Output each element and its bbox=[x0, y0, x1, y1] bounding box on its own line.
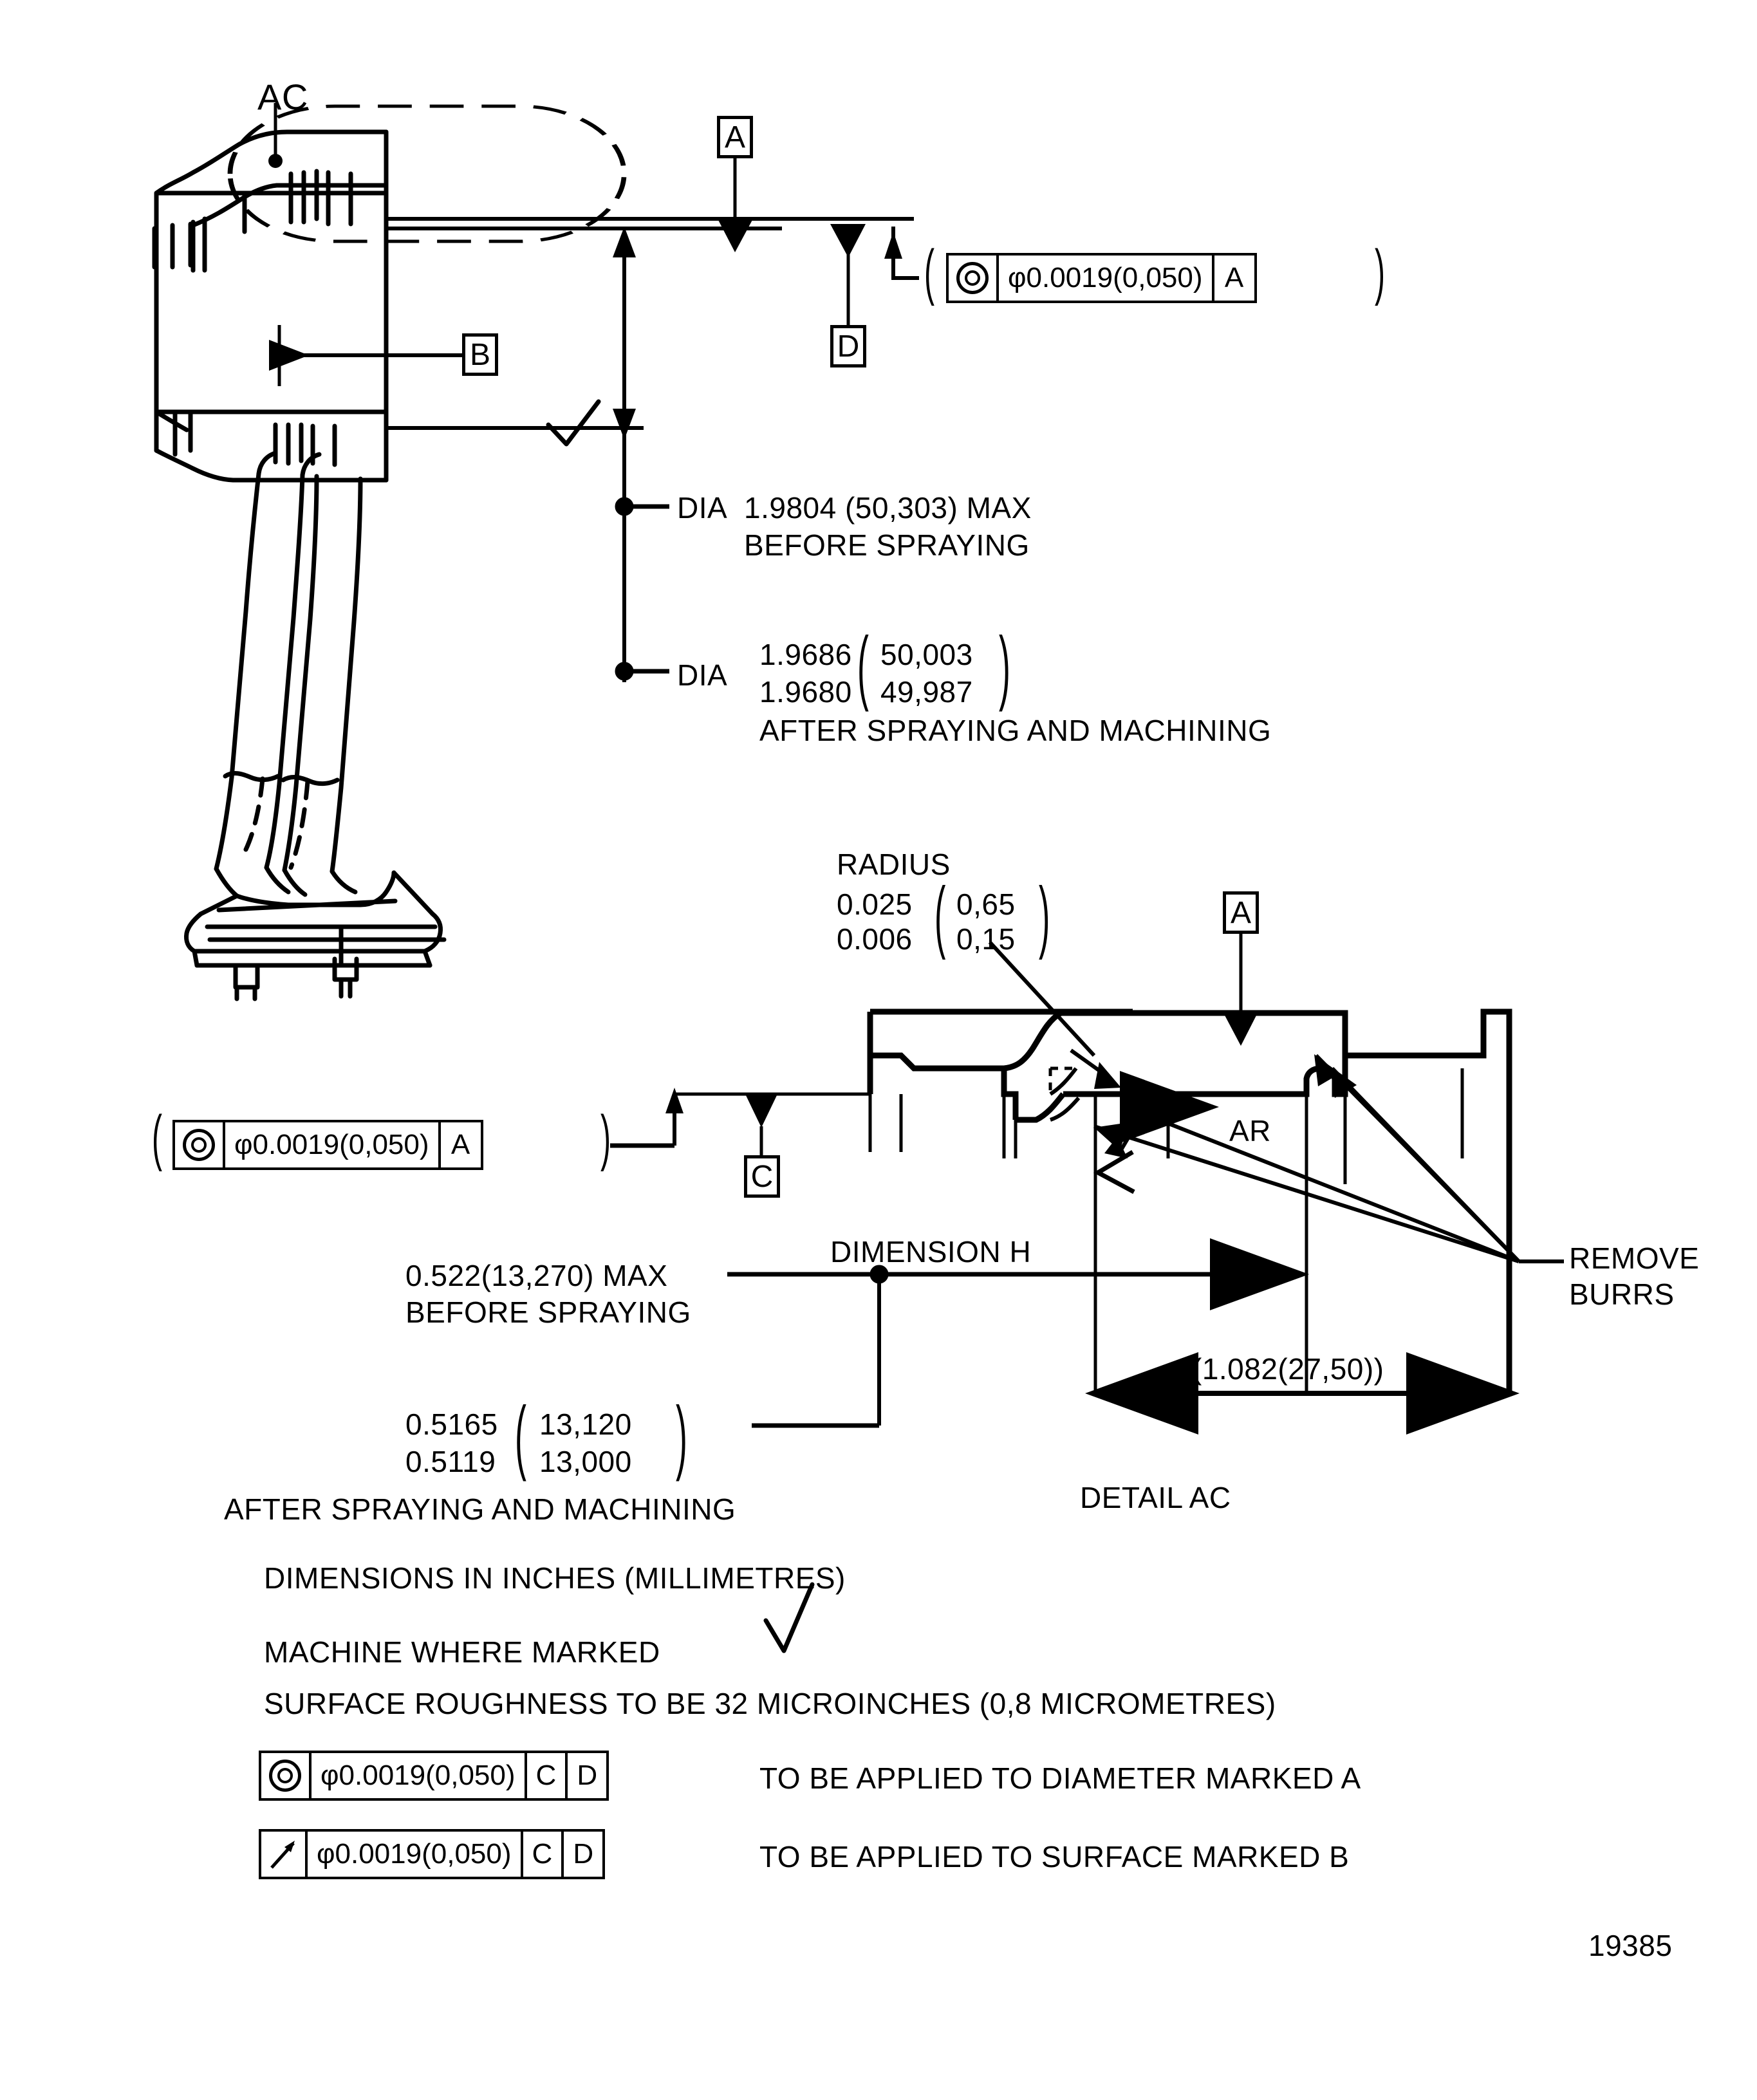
dia-tol-lower-mm: 49,987 bbox=[880, 675, 973, 709]
datum-box-a-top: A bbox=[717, 116, 753, 158]
fcf-left-datum: A bbox=[451, 1129, 470, 1160]
dia-max-prefix: DIA bbox=[677, 491, 728, 525]
fcf-open-paren-top: ( bbox=[924, 237, 934, 306]
fcf-concentricity-left bbox=[172, 1120, 483, 1170]
drawing-number: 19385 bbox=[1588, 1929, 1673, 1962]
h-tol-lower-mm: 13,000 bbox=[539, 1445, 632, 1478]
h-tol-open-paren: ( bbox=[515, 1390, 527, 1482]
dia-tol-lower-inch: 1.9680 bbox=[759, 675, 852, 709]
dia-tol-upper-inch: 1.9686 bbox=[759, 638, 852, 671]
dia-tol-prefix: DIA bbox=[677, 658, 728, 692]
fcf-close-paren-left: ) bbox=[600, 1103, 611, 1172]
radius-label: RADIUS bbox=[837, 848, 951, 881]
fcf-note2-datum-d: D bbox=[573, 1838, 594, 1870]
fcf-note1-datum-c: C bbox=[527, 1753, 568, 1798]
datum-box-d: D bbox=[830, 325, 866, 367]
dia-max-note: BEFORE SPRAYING bbox=[744, 528, 1030, 562]
radius-close-paren: ) bbox=[1039, 871, 1050, 960]
datum-c-leader bbox=[610, 1088, 777, 1158]
detail-ac-section bbox=[870, 1012, 1509, 1393]
h-tol-close-paren: ) bbox=[676, 1390, 688, 1482]
total-runout-glyph bbox=[269, 1838, 297, 1870]
datum-box-c: C bbox=[744, 1155, 780, 1198]
h-max-value: 0.522(13,270) MAX bbox=[405, 1259, 668, 1292]
fcf-note-concentricity bbox=[259, 1751, 609, 1801]
dia-max-value: 1.9804 (50,303) MAX bbox=[744, 491, 1032, 525]
datum-b-pointer bbox=[269, 325, 462, 386]
note-surface-roughness: SURFACE ROUGHNESS TO BE 32 MICROINCHES (0,8 MICROMETRES) bbox=[264, 1687, 1276, 1720]
fcf-close-paren-top: ) bbox=[1374, 237, 1385, 306]
fcf-open-paren-left: ( bbox=[151, 1103, 162, 1172]
h-tol-upper-inch: 0.5165 bbox=[405, 1408, 498, 1441]
fcf-note2-tolerance: φ0.0019(0,050) bbox=[308, 1832, 523, 1877]
detail-datum-a bbox=[1223, 933, 1258, 1046]
datum-box-a-detail: A bbox=[1223, 891, 1259, 934]
h-tol-note: AFTER SPRAYING AND MACHINING bbox=[224, 1492, 736, 1526]
radius-upper-inch: 0.025 bbox=[837, 887, 913, 921]
detail-ac-extension-lines bbox=[674, 1055, 1509, 1393]
ar-label: AR bbox=[1229, 1114, 1271, 1148]
h-tol-lower-inch: 0.5119 bbox=[405, 1445, 496, 1478]
fcf-note1-tolerance: φ0.0019(0,050) bbox=[311, 1753, 527, 1798]
fcf-note-total-runout bbox=[259, 1829, 605, 1879]
remove-burrs-line2: BURRS bbox=[1569, 1278, 1675, 1311]
fcf-note2-datum-c: C bbox=[523, 1832, 564, 1877]
dia-tol-close-paren: ) bbox=[999, 620, 1011, 712]
section-arrow-mark bbox=[1098, 1152, 1134, 1192]
concentricity-icon bbox=[261, 1753, 311, 1798]
concentricity-icon bbox=[949, 256, 999, 301]
dimension-h-label: DIMENSION H bbox=[830, 1235, 1032, 1268]
fcf-left-tolerance: φ0.0019(0,050) bbox=[225, 1122, 441, 1167]
dia-tol-upper-mm: 50,003 bbox=[880, 638, 973, 671]
remove-burrs-leaders bbox=[1094, 1054, 1564, 1261]
note-units: DIMENSIONS IN INCHES (MILLIMETRES) bbox=[264, 1561, 846, 1595]
ref-width-value: (1.082(27,50)) bbox=[1192, 1352, 1384, 1386]
fcf-note1-text: TO BE APPLIED TO DIAMETER MARKED A bbox=[759, 1761, 1361, 1795]
h-tol-upper-mm: 13,120 bbox=[539, 1408, 632, 1441]
detail-ac-title: DETAIL AC bbox=[1080, 1481, 1231, 1514]
remove-burrs-line1: REMOVE bbox=[1569, 1241, 1700, 1275]
radius-lower-mm: 0,15 bbox=[956, 922, 1016, 956]
concentricity-icon bbox=[175, 1122, 225, 1167]
radius-lower-inch: 0.006 bbox=[837, 922, 913, 956]
h-max-note: BEFORE SPRAYING bbox=[405, 1296, 691, 1329]
dia-tol-note: AFTER SPRAYING AND MACHINING bbox=[759, 714, 1272, 747]
fcf-datum-ref: A bbox=[1224, 262, 1244, 293]
fcf-note2-text: TO BE APPLIED TO SURFACE MARKED B bbox=[759, 1840, 1350, 1873]
dia-tol-open-paren: ( bbox=[857, 620, 869, 712]
fcf-note1-datum-d: D bbox=[577, 1760, 598, 1791]
fcf-tolerance-value: φ0.0019(0,050) bbox=[999, 256, 1214, 301]
detail-callout-label: AC bbox=[257, 77, 308, 117]
note-machine-marked: MACHINE WHERE MARKED bbox=[264, 1635, 660, 1669]
total-runout-icon bbox=[261, 1832, 308, 1877]
datum-a-extension-top bbox=[386, 138, 919, 328]
turbine-blade-view bbox=[154, 132, 444, 999]
datum-box-b: B bbox=[462, 333, 498, 376]
radius-open-paren: ( bbox=[934, 871, 946, 960]
dimension-h-line bbox=[727, 1265, 1300, 1426]
vertical-dimension-stack bbox=[386, 227, 669, 682]
fcf-concentricity-top bbox=[946, 253, 1257, 303]
radius-upper-mm: 0,65 bbox=[956, 887, 1016, 921]
